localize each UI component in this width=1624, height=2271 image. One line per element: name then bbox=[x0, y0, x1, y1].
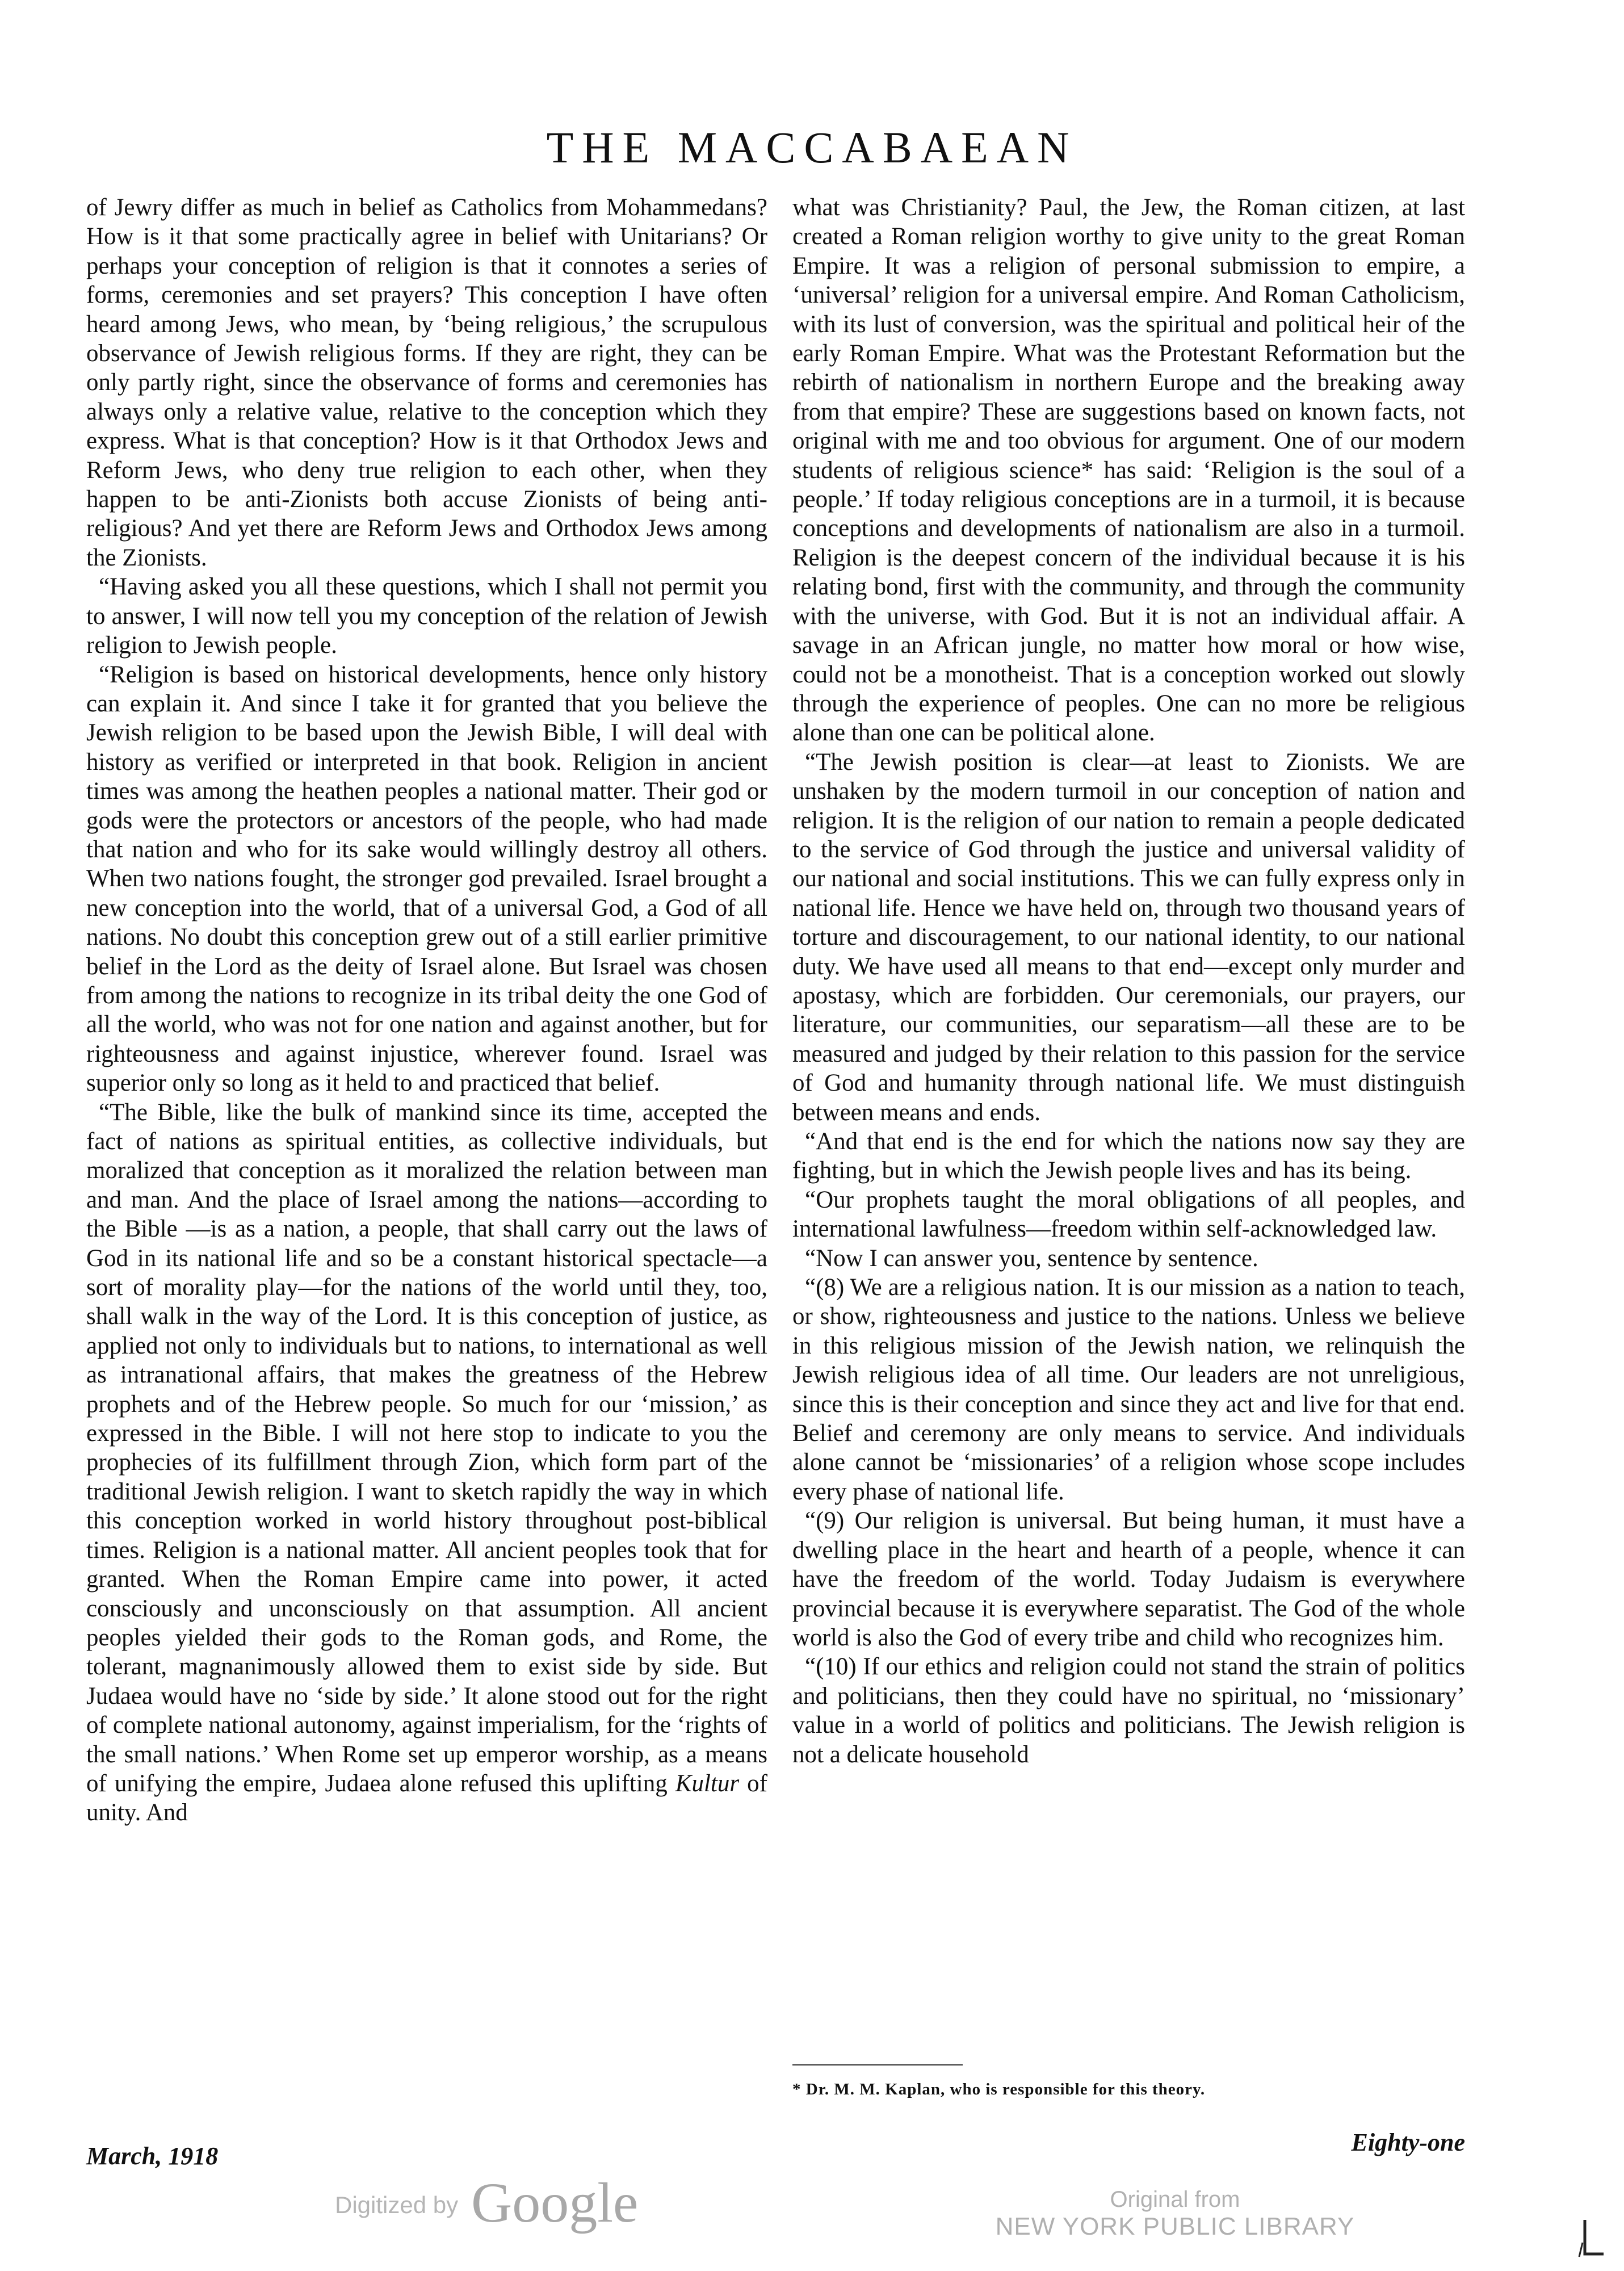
digitized-by-label: Digitized by bbox=[335, 2192, 459, 2218]
google-logo: Google bbox=[471, 2171, 639, 2234]
issue-date: March, 1918 bbox=[86, 2142, 219, 2170]
library-credit bbox=[976, 2187, 1374, 2241]
paragraph: “Religion is based on historical developments, hence only history can explain it. And since I take it for granted that you believe the Jewish religion to be based upon the Jewish Bible, I will deal with history as verified or interpreted in that book. Religion in ancient times was among the heathen peoples a national matter. Their god or gods were the protectors or ancestors of the people, who had made that nation and who for its sake would willingly destroy all others. When two nations fought, the stronger god prevailed. Israel brought a new conception into the world, that of a universal God, a God of all nations. No doubt this conception grew out of a still earlier primitive belief in the Lord as the deity of Israel alone. But Israel was chosen from among the nations to recognize in its tribal deity the one God of all the world, who was not for one nation and against another, but for righteousness and against injustice, wherever found. Israel was superior only so long as it held to and practiced that belief. bbox=[86, 661, 767, 1097]
paragraph: of Jewry differ as much in belief as Catholics from Mohammedans? How is it that some practically agree in belief with Unitarians? Or perhaps your conception of religion is that it connotes a series of forms, ceremonies and set prayers? This conception I have often heard among Jews, who mean, by ‘being religious,’ the scrupulous observance of Jewish religious forms. If they are right, they can be only partly right, since the observance of forms and ceremonies has always only a relative value, relative to the conception which they express. What is that conception? How is it that Orthodox Jews and Reform Jews, who deny true religion to each other, when they happen to be anti-Zionists both accuse Zionists of being anti-religious? And yet there are Reform Jews and Orthodox Jews among the Zionists. bbox=[86, 194, 767, 571]
italic-word: Kultur bbox=[675, 1770, 740, 1797]
paragraph bbox=[86, 1098, 767, 1828]
paragraph: “(9) Our religion is universal. But being human, it must have a dwelling place in the heart and hearth of a people, whence it can have the freedom of the world. Today Judaism is everywhere provincial because it is everywhere separatist. The God of the whole world is also the God of every tribe and child who recognizes him. bbox=[792, 1507, 1465, 1651]
paragraph: “Our prophets taught the moral obligations of all peoples, and international lawfulness—freedom within self-acknowledged law. bbox=[792, 1186, 1465, 1243]
masthead: THE MACCABAEAN bbox=[546, 123, 1078, 172]
paragraph: “(8) We are a religious nation. It is our mission as a nation to teach, or show, righteousness and justice to the nations. Unless we believe in this religious mission of the Jewish nation, we relinquish the Jewish religious idea of all time. Our leaders are not unreligious, since this is their conception and since they act and live for that end. Belief and ceremony are only means to service. And individuals alone cannot be ‘missionaries’ of a religion whose scope includes every phase of national life. bbox=[792, 1274, 1465, 1505]
paragraph: what was Christianity? Paul, the Jew, the Roman citizen, at last created a Roman religion worthy to give unity to the great Roman Empire. It was a religion of personal submission to empire, a ‘universal’ religion for a universal empire. And Roman Catholicism, with its lust of conversion, was the spiritual and political heir of the early Roman Empire. What was the Protestant Reformation but the rebirth of nationalism in northern Europe and the breaking away from that empire? These are suggestions based on known facts, not original with me and too obvious for argument. One of our modern students of religious science* has said: ‘Religion is the soul of a people.’ If today religious conceptions are in a turmoil, it is because conceptions and developments of nationalism are also in a turmoil. Religion is the deepest concern of the individual because it is his relating bond, first with the community, and through the community with the universe, with God. But it is not an individual affair. A savage in an African jungle, no matter how moral or how wise, could not be a monotheist. That is a conception worked out slowly through the experience of peoples. One can no more be religious alone than one can be political alone. bbox=[792, 194, 1465, 747]
paragraph-text: “The Bible, like the bulk of mankind since its time, accepted the fact of nations as spiritual entities, as collective individuals, but moralized that conception as it moralized the relation between man and man. And the place of Israel among the nations—according to the Bible —is as a nation, a people, that shall carry out the laws of God in its national life and so be a constant historical spectacle—a sort of morality play—for the nations of the world until they, too, shall walk in the way of the Lord. It is this conception of justice, as applied not only to individuals but to nations, to international as well as intranational affairs, that makes the greatness of the Hebrew prophets and of the Hebrew people. So much for our ‘mission,’ as expressed in the Bible. I will not here stop to indicate to you the prophecies of its fulfillment through Zion, which form part of the traditional Jewish religion. I want to sketch rapidly the way in which this conception worked in world history throughout post-biblical times. Religion is a national matter. All ancient peoples took that for granted. When the Roman Empire came into power, it acted consciously and unconsciously on that assumption. All ancient peoples yielded their gods to the Roman gods, and Rome, the tolerant, magnanimously allowed them to exist side by side. But Judaea would have no ‘side by side.’ It alone stood out for the right of complete national autonomy, against imperialism, for the ‘rights of the small nations.’ When Rome set up emperor worship, as a means of unifying the empire, Judaea alone refused this uplifting bbox=[86, 1099, 767, 1797]
scan-corner-mark bbox=[1578, 2209, 1606, 2260]
paragraph: “The Jewish position is clear—at least to Zionists. We are unshaken by the modern turmoil in our conception of nation and religion. It is the religion of our nation to remain a people dedicated to the service of God through the justice and universal validity of our national and social institutions. This we can fully express only in national life. Hence we have held on, through two thousand years of torture and discouragement, to our national identity, to our national duty. We have used all means to that end—except only murder and apostasy, which are forbidden. Our ceremonials, our prayers, our literature, our communities, our separatism—all these are to be measured and judged by their relation to this passion for the service of God and humanity through national life. We must distinguish between means and ends. bbox=[792, 748, 1465, 1126]
paragraph: “Now I can answer you, sentence by sentence. bbox=[805, 1245, 1258, 1272]
paragraph: “And that end is the end for which the nations now say they are fighting, but in which the Jewish people lives and has its being. bbox=[792, 1128, 1465, 1184]
right-column bbox=[792, 193, 1465, 1769]
footnote-divider bbox=[792, 2064, 963, 2065]
footnote: * Dr. M. M. Kaplan, who is responsible for this theory. bbox=[792, 2080, 1206, 2098]
original-from-label: Original from bbox=[1110, 2187, 1240, 2212]
left-column bbox=[86, 193, 767, 1828]
paragraph: “(10) If our ethics and religion could not stand the strain of politics and politicians, then they could have no spiritual, no ‘missionary’ value in a world of politics and politicians. The Jewish religion is not a delicate household bbox=[792, 1653, 1465, 1768]
paragraph: “Having asked you all these questions, which I shall not permit you to answer, I will now tell you my conception of the relation of Jewish religion to Jewish people. bbox=[86, 573, 767, 659]
page-number: Eighty-one bbox=[1351, 2128, 1465, 2156]
library-name: NEW YORK PUBLIC LIBRARY bbox=[995, 2213, 1355, 2240]
paragraph-tail: of unity. And bbox=[86, 1770, 767, 1826]
